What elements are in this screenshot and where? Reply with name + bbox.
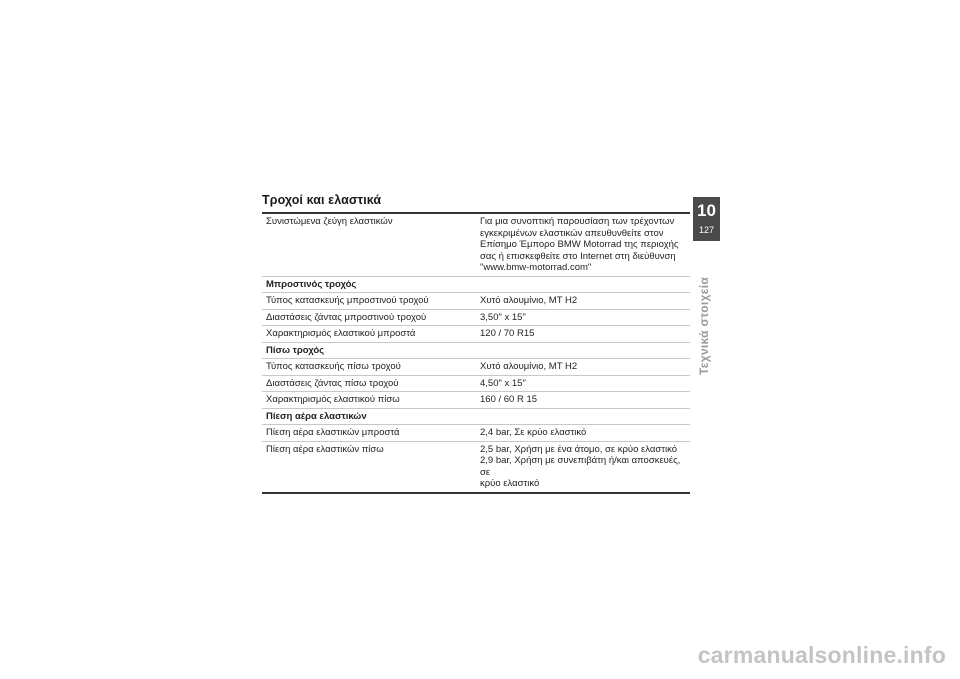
row-value: 120 / 70 R15: [480, 328, 535, 339]
row-value: 3,50" x 15": [480, 311, 526, 323]
row-label: Διαστάσεις ζάντας πίσω τροχού: [266, 377, 399, 389]
row-value: 2,5 bar, Χρήση με ένα άτομο, σε κρύο ελαστικό 2,9 bar, Χρήση με συνεπιβάτη ή/και αποσκευές, σε κρύο ελαστικό: [480, 443, 681, 489]
section-heading-tire-pressure: Πίεση αέρα ελαστικών: [262, 409, 690, 426]
row-label: Πίεση αέρα ελαστικών μπροστά: [266, 427, 400, 438]
table-row: [262, 376, 690, 393]
row-value: 4,50" x 15": [480, 377, 526, 389]
table-row: [262, 392, 690, 409]
row-label: Πίεση αέρα ελαστικών πίσω: [266, 443, 384, 455]
section-heading-rear-wheel: Πίσω τροχός: [262, 343, 690, 360]
specs-table: [262, 212, 690, 494]
row-value: Χυτό αλουμίνιο, MT H2: [480, 361, 578, 372]
table-row: [262, 326, 690, 343]
chapter-side-label: Τεχνικά στοιχεία: [697, 276, 711, 375]
row-label: Χαρακτηρισμός ελαστικού πίσω: [266, 394, 400, 405]
row-label: Χαρακτηρισμός ελαστικού μπροστά: [266, 328, 416, 339]
chapter-number: 10: [697, 201, 716, 220]
table-row-recommended-tires: [262, 214, 690, 277]
section-heading-front-wheel: Μπροστινός τροχός: [262, 277, 690, 294]
row-label: Διαστάσεις ζάντας μπροστινού τροχού: [266, 311, 427, 323]
row-label: Τύπος κατασκευής μπροστινού τροχού: [266, 295, 429, 306]
row-label: Τύπος κατασκευής πίσω τροχού: [266, 361, 401, 372]
page-number: 127: [698, 225, 715, 235]
row-value: Για μια συνοπτική παρουσίαση των τρέχοντων εγκεκριμένων ελαστικών απευθυνθείτε στον Επίσημο Έμπορο BMW Motorrad της περιοχής σας ή επισκεφθείτε στο Internet στη διεύθυνση "www.bmw-motorrad.com": [480, 216, 679, 273]
table-row: [262, 359, 690, 376]
table-row: [262, 293, 690, 310]
table-row: [262, 310, 690, 327]
table-row: [262, 442, 690, 494]
table-row: [262, 425, 690, 442]
watermark: carmanualsonline.info: [697, 642, 946, 668]
row-value: 160 / 60 R 15: [480, 394, 538, 405]
row-value: Χυτό αλουμίνιο, MT H2: [480, 295, 578, 306]
row-value: 2,4 bar, Σε κρύο ελαστικό: [480, 427, 587, 438]
page-title: Τροχοί και ελαστικά: [262, 193, 382, 207]
row-label: Συνιστώμενα ζεύγη ελαστικών: [266, 216, 393, 227]
chapter-tab: [693, 197, 720, 241]
